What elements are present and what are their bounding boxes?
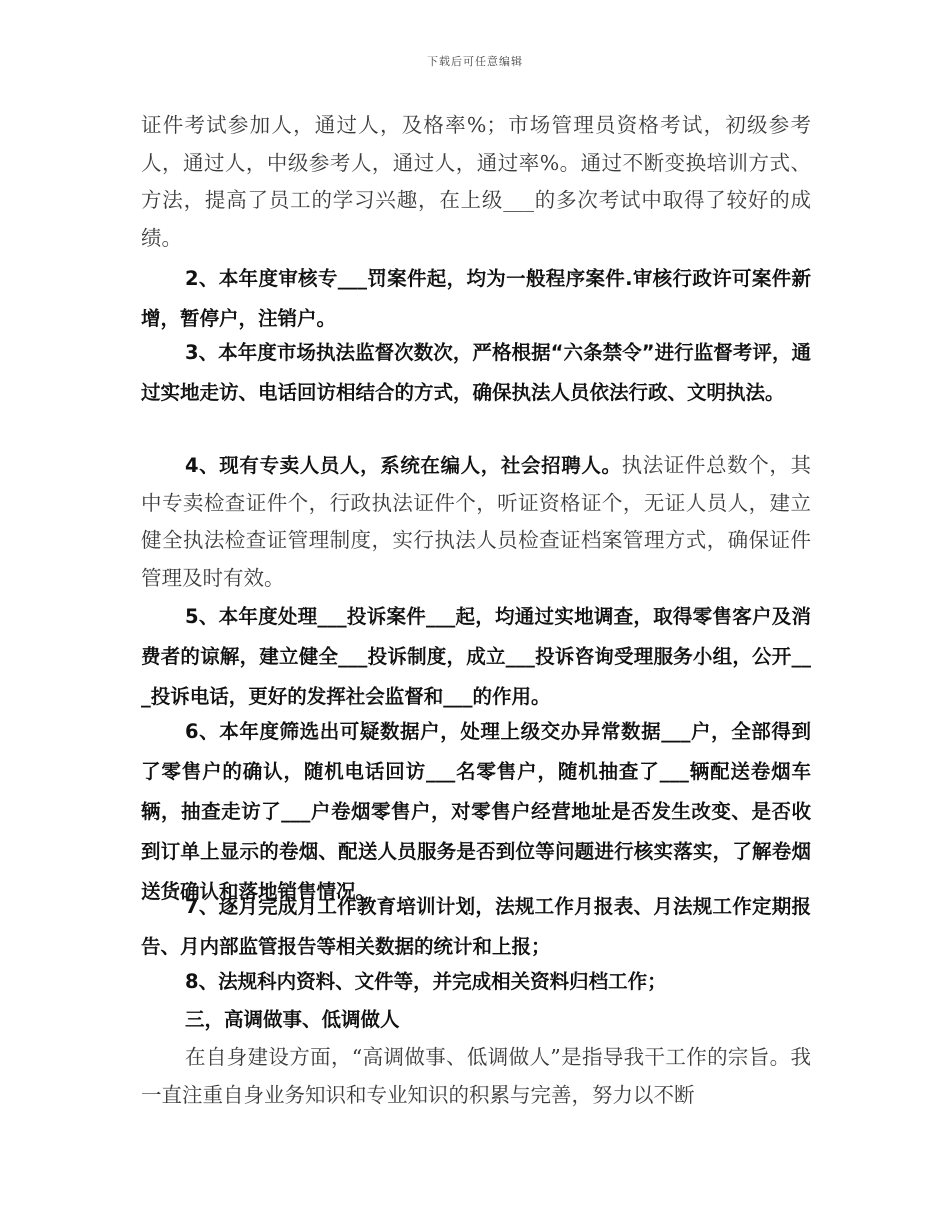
paragraph-item-4-lead: 4、现有专卖人员人，系统在编人，社会招聘人。	[185, 454, 622, 477]
paragraph-item-6: 6、本年度筛选出可疑数据户，处理上级交办异常数据___户，全部得到了零售户的确认，随机电话回访___名零售户，随机抽查了___辆配送卷烟车辆，抽查走访了___户卷烟零售户，对零售户经营地址是否发生改变、是否收到订单上显示的卷烟、配送人员服务是否到位等问题进行核实落实，了解卷烟送货确认和落地销售情况。	[141, 720, 811, 903]
paragraph-item-8: 8、法规科内资料、文件等，并完成相关资料归档工作；	[185, 970, 667, 993]
section-heading-3: 三，高调做事、低调做人	[185, 1008, 400, 1031]
page-header: 下载后可任意编辑	[427, 55, 523, 68]
paragraph-item-2: 2、本年度审核专___罚案件起，均为一般程序案件.审核行政许可案件新增，暂停户，注销户。	[141, 267, 811, 330]
paragraph-item-7: 7、逐月完成月工作教育培训计划，法规工作月报表、月法规工作定期报告、月内部监管报告等相关数据的统计和上报；	[141, 895, 811, 958]
paragraph-item-3: 3、本年度市场执法监督次数次，严格根据“六条禁令”进行监督考评，通过实地走访、电话回访相结合的方式，确保执法人员依法行政、文明执法。	[141, 341, 811, 404]
paragraph-item-4-rest: 执法证件总数个，其中专卖检查证件个，行政执法证件个，听证资格证个，无证人员人，建立健全执法检查证管理制度，实行执法人员检查证档案管理方式，确保证件管理及时有效。	[141, 453, 811, 590]
paragraph-exam-results: 证件考试参加人，通过人，及格率%；市场管理员资格考试，初级参考人，通过人，中级参考人，通过人，通过率%。通过不断变换培训方式、方法，提高了员工的学习兴趣，在上级___的多次考试中取得了较好的成绩。	[141, 113, 811, 250]
paragraph-self-building: 在自身建设方面，“高调做事、低调做人”是指导我干工作的宗旨。我一直注重自身业务知识和专业知识的积累与完善，努力以不断	[141, 1045, 811, 1107]
paragraph-item-5: 5、本年度处理___投诉案件___起，均通过实地调查，取得零售客户及消费者的谅解，建立健全___投诉制度，成立___投诉咨询受理服务小组，公开___投诉电话，更好的发挥社会监督和___的作用。	[141, 605, 811, 708]
paragraph-item-4	[141, 447, 811, 597]
